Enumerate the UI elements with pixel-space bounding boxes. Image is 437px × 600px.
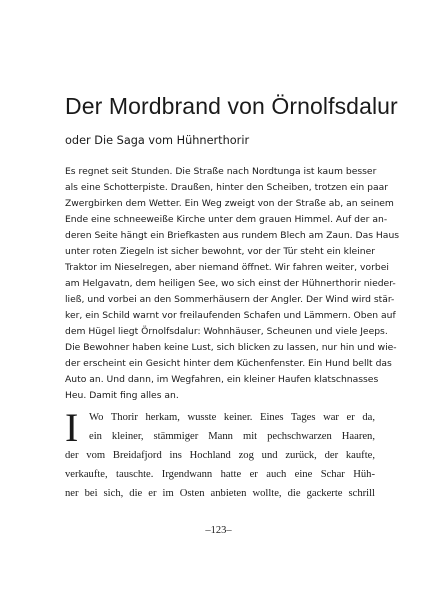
intro-line: Heu. Damit fing alles an. [65,390,179,401]
page-number: –123– [205,525,232,536]
intro-line: ker, ein Schild warnt vor freilaufenden Schafen und Lämmern. Oben auf [65,310,396,321]
intro-line: als eine Schotterpiste. Draußen, hinter den Scheiben, trotzen ein paar [65,182,389,193]
intro-line: Zwergbirken dem Wetter. Ein Weg zweigt von der Straße ab, an seinem [65,198,394,209]
body-line: ein kleiner, stämmiger Mann mit pechschwarzen Haaren, [89,431,375,442]
intro-line: der erscheint ein Gesicht hinter dem Küchenfenster. Ein Hund bellt das [65,358,392,369]
body-line: verkaufte, tauschte. Irgendwann hatte er auch eine Schar Hüh- [65,469,375,480]
intro-line: Es regnet seit Stunden. Die Straße nach Nordtunga ist kaum besser [65,166,377,177]
intro-line: Ende eine schneeweiße Kirche unter dem grauen Himmel. Auf der an- [65,214,388,225]
intro-line: ließ, und vorbei an den Sommerhäusern der Angler. Der Wind wird stär- [65,294,395,305]
intro-paragraph [65,164,400,404]
intro-line: Die Bewohner haben keine Lust, sich blicken zu lassen, nur hin und wie- [65,342,397,353]
body-paragraph [65,405,375,503]
intro-line: deren Seite hängt ein Briefkasten aus rundem Blech am Zaun. Das Haus [65,230,400,241]
intro-line: Auto an. Und dann, im Wegfahren, ein kleiner Haufen klatschnasses [65,374,379,385]
body-line: Wo Thorir herkam, wusste keiner. Eines Tages war er da, [89,412,375,423]
intro-line: Traktor im Nieselregen, aber niemand öffnet. Wir fahren weiter, vorbei [65,262,389,273]
intro-line: am Helgavatn, dem heiligen See, wo sich einst der Hühnerthorir nieder- [65,278,396,289]
body-line: ner bei sich, die er im Osten anbieten wollte, die gackerte schrill [65,488,375,499]
chapter-title: Der Mordbrand von Örnolfsdalur [65,93,398,119]
chapter-subtitle: oder Die Saga vom Hühnerthorir [65,134,250,147]
intro-line: unter roten Ziegeln ist sicher bewohnt, vor der Tür steht ein kleiner [65,246,375,257]
intro-line: dem Hügel liegt Örnolfsdalur: Wohnhäuser, Scheunen und viele Jeeps. [65,326,388,337]
drop-cap: I [65,405,79,450]
body-line: der vom Breidafjord ins Hochland zog und zurück, der kaufte, [65,450,375,461]
